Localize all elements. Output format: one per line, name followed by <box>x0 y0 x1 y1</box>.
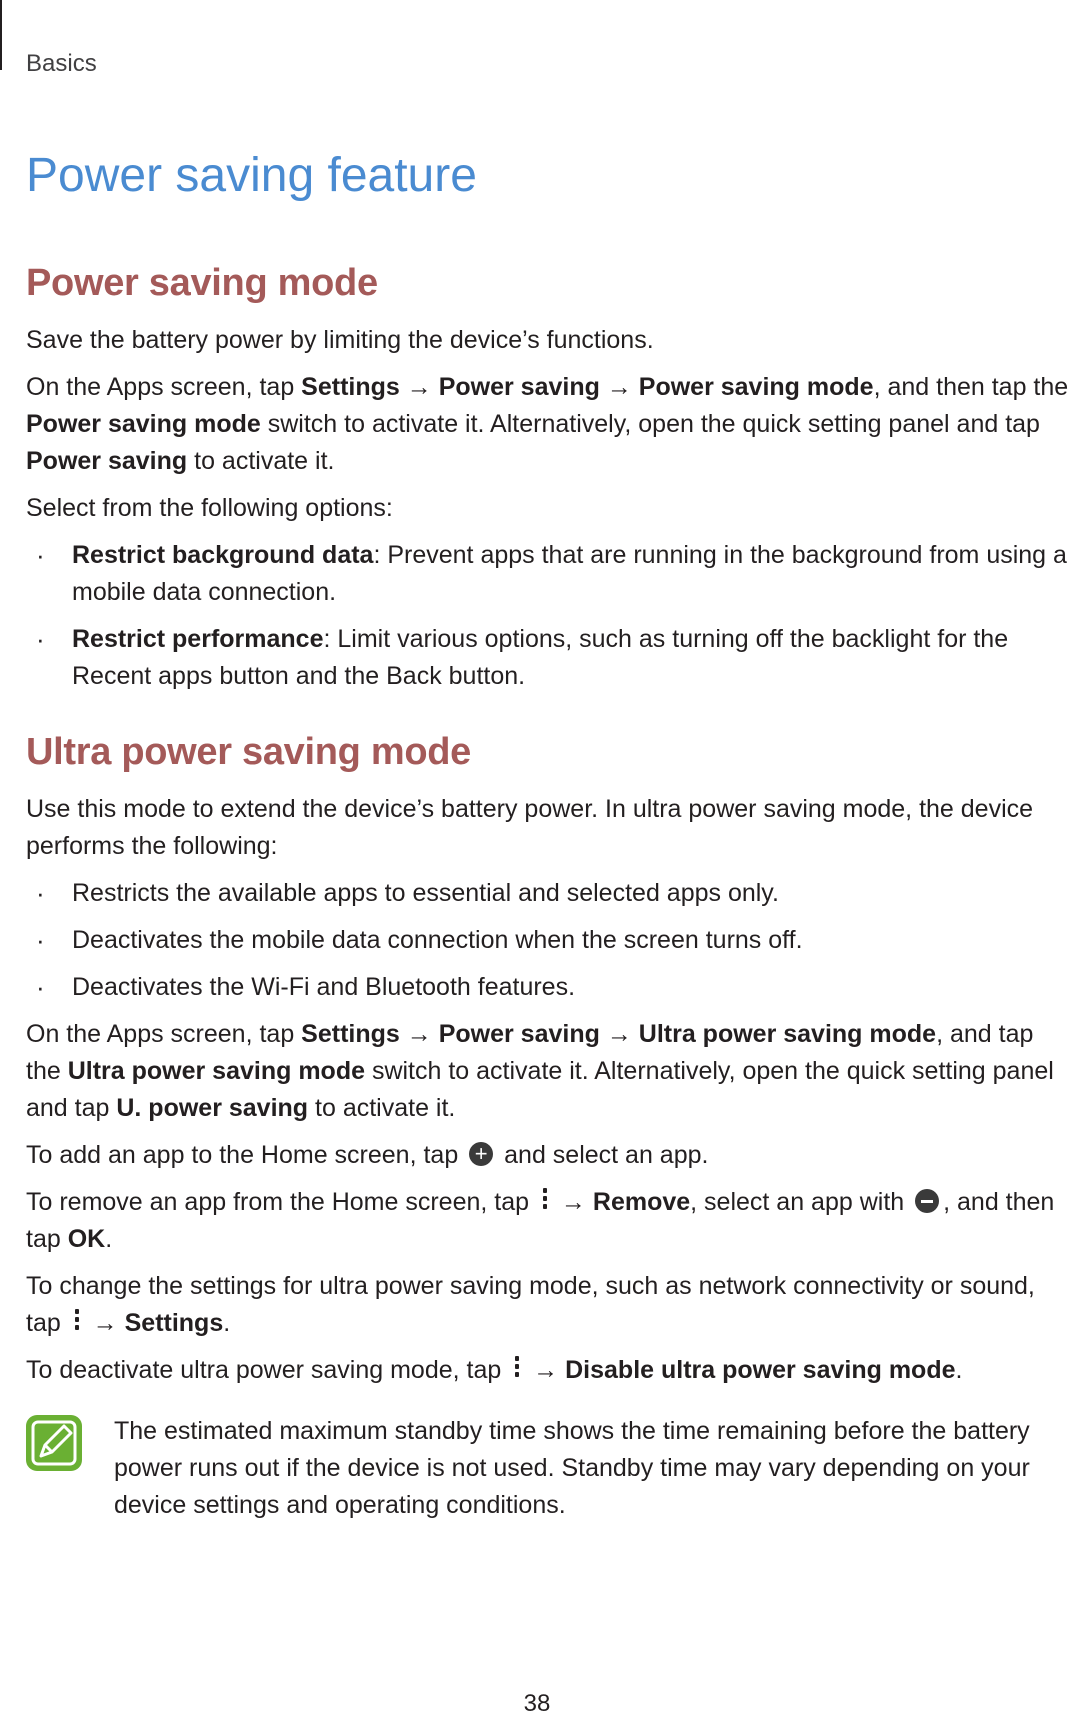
upsm-remove-app: To remove an app from the Home screen, tap → Remove, select an app with , and then tap OK. <box>26 1188 1055 1253</box>
page-title: Power saving feature <box>26 149 477 202</box>
list-item: · Restricts the available apps to essential and selected apps only. <box>26 875 1070 912</box>
upsm-change-settings: To change the settings for ultra power saving mode, such as network connectivity or sound, tap → Settings. <box>26 1272 1035 1337</box>
list-item: · Restrict performance: Limit various options, such as turning off the backlight for the Recent apps button and the Back button. <box>26 621 1070 695</box>
more-options-icon <box>540 1188 550 1214</box>
page-number: 38 <box>523 1690 551 1717</box>
more-options-icon <box>72 1309 82 1335</box>
note-text: The estimated maximum standby time shows the time remaining before the battery power runs out if the device is not used. Standby time may vary depending on your device settings and operating conditions. <box>114 1417 1030 1519</box>
upsm-deactivate: To deactivate ultra power saving mode, tap → Disable ultra power saving mode. <box>26 1356 963 1384</box>
menu-power-saving-mode: Power saving mode <box>638 373 874 401</box>
list-item: · Restrict background data: Prevent apps that are running in the background from using a mobile data connection. <box>26 537 1070 611</box>
switch-power-saving-mode: Power saving mode <box>26 410 261 438</box>
list-item: · Deactivates the Wi-Fi and Bluetooth features. <box>26 969 1070 1006</box>
section-header: Basics <box>26 50 97 77</box>
psm-options-list <box>26 537 1070 695</box>
heading-ultra-power-saving-mode: Ultra power saving mode <box>26 731 471 773</box>
heading-power-saving-mode: Power saving mode <box>26 262 378 304</box>
page-edge-rule <box>0 0 2 70</box>
upsm-add-app: To add an app to the Home screen, tap + and select an app. <box>26 1141 709 1169</box>
add-circle-icon: + <box>469 1142 493 1166</box>
upsm-intro: Use this mode to extend the device’s battery power. In ultra power saving mode, the device performs the following: <box>26 795 1034 860</box>
psm-activate-instructions: On the Apps screen, tap Settings → Power saving → Power saving mode, and then tap the Power saving mode switch to activate it. Alternatively, open the quick setting panel and tap Power saving to activate it. <box>26 373 1069 475</box>
more-options-icon <box>512 1356 522 1382</box>
remove-circle-icon <box>915 1189 939 1213</box>
upsm-bullets-list <box>26 875 1070 1006</box>
psm-select-prompt: Select from the following options: <box>26 494 393 522</box>
psm-intro: Save the battery power by limiting the device’s functions. <box>26 326 654 354</box>
note-box <box>26 1413 1070 1524</box>
menu-power-saving: Power saving <box>438 373 600 401</box>
page-content <box>26 148 1070 1524</box>
list-item: · Deactivates the mobile data connection when the screen turns off. <box>26 922 1070 959</box>
upsm-activate-instructions: On the Apps screen, tap Settings → Power saving → Ultra power saving mode, and tap the Ultra power saving mode switch to activate it. Alternatively, open the quick setting panel and tap U. power saving to activate it. <box>26 1020 1054 1122</box>
menu-settings: Settings <box>301 373 400 401</box>
quick-power-saving: Power saving <box>26 447 188 475</box>
note-pencil-icon <box>26 1415 82 1471</box>
